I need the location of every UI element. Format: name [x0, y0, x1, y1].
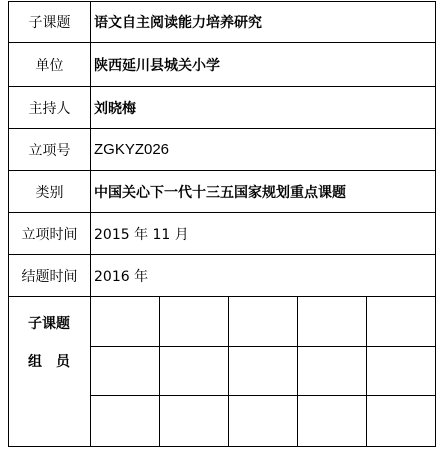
row-project-number — [9, 129, 435, 171]
member-cell[interactable] — [367, 396, 435, 446]
member-cell[interactable] — [298, 297, 367, 347]
value-unit: 陕西延川县城关小学 — [94, 57, 220, 74]
project-info-table — [8, 1, 436, 447]
value-project-number: ZGKYZ026 — [94, 141, 170, 158]
member-cell[interactable] — [298, 347, 367, 396]
member-cell[interactable] — [91, 297, 160, 347]
label-project-number: 立项号 — [9, 129, 91, 170]
row-completion-date — [9, 255, 435, 297]
value-subtopic: 语文自主阅读能力培养研究 — [94, 15, 262, 31]
label-approval-date: 立项时间 — [9, 213, 91, 254]
row-category — [9, 171, 435, 213]
member-cell[interactable] — [160, 297, 229, 347]
member-cell[interactable] — [91, 347, 160, 396]
value-category: 中国关心下一代十三五国家规划重点课题 — [94, 184, 346, 201]
value-completion-date: 2016 年 — [94, 268, 149, 285]
member-cell[interactable] — [367, 347, 435, 396]
member-cell[interactable] — [229, 347, 298, 396]
label-category: 类别 — [9, 171, 91, 212]
members-label-line1: 子课题 — [28, 316, 70, 332]
row-subtopic — [9, 2, 435, 43]
row-unit — [9, 43, 435, 87]
members-label-line2: 组 员 — [28, 354, 70, 370]
member-cell[interactable] — [160, 396, 229, 446]
label-unit: 单位 — [9, 43, 91, 86]
member-cell[interactable] — [229, 396, 298, 446]
members-grid — [91, 297, 435, 446]
member-cell[interactable] — [160, 347, 229, 396]
members-label — [9, 297, 91, 446]
member-cell[interactable] — [229, 297, 298, 347]
member-cell[interactable] — [367, 297, 435, 347]
members-section — [9, 297, 435, 446]
member-cell[interactable] — [91, 396, 160, 446]
label-subtopic: 子课题 — [9, 2, 91, 42]
label-completion-date: 结题时间 — [9, 255, 91, 296]
label-host: 主持人 — [9, 87, 91, 128]
member-cell[interactable] — [298, 396, 367, 446]
value-approval-date: 2015 年 11 月 — [94, 226, 189, 243]
value-host: 刘晓梅 — [94, 100, 136, 117]
row-approval-date — [9, 213, 435, 255]
row-host — [9, 87, 435, 129]
